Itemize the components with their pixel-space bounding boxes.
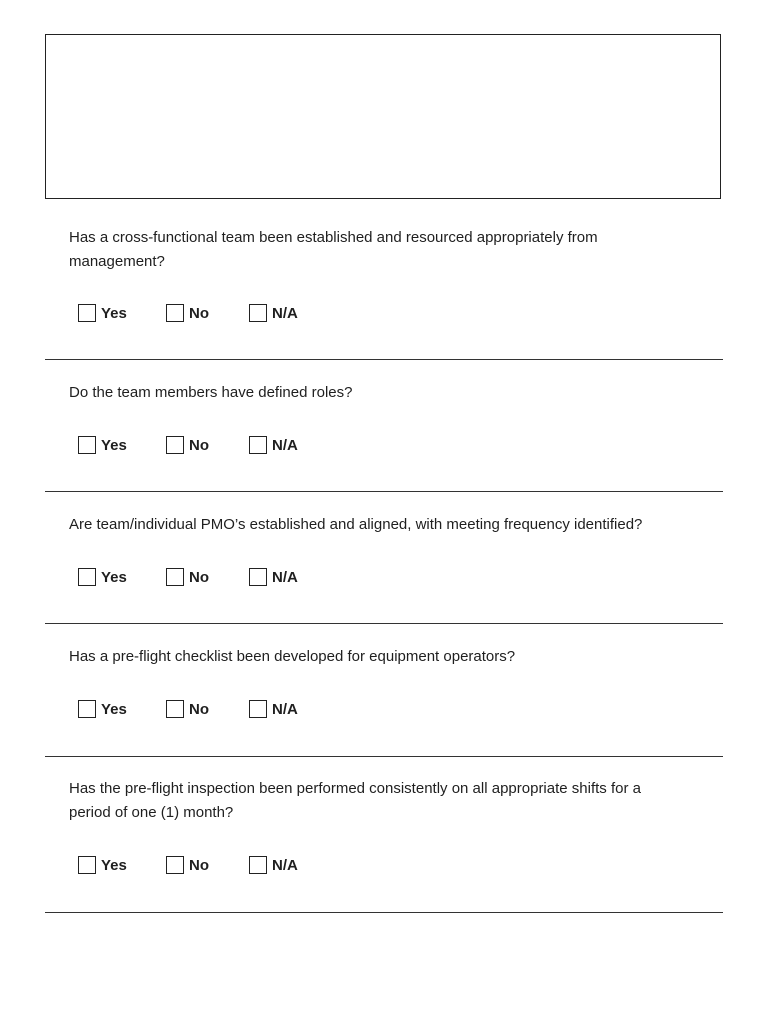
answer-options (78, 436, 309, 454)
question-section-5 (45, 757, 723, 913)
checkbox-icon[interactable] (166, 700, 184, 718)
option-label: No (189, 304, 209, 322)
checkbox-icon[interactable] (78, 436, 96, 454)
option-yes[interactable] (78, 436, 166, 454)
option-no[interactable] (166, 700, 249, 718)
checkbox-icon[interactable] (249, 568, 267, 586)
checkbox-icon[interactable] (249, 856, 267, 874)
option-label: Yes (101, 436, 127, 454)
answer-options (78, 856, 309, 874)
option-na[interactable] (249, 436, 309, 454)
option-label: No (189, 700, 209, 718)
question-section-1 (45, 200, 723, 360)
question-section-2 (45, 360, 723, 492)
checkbox-icon[interactable] (78, 700, 96, 718)
option-na[interactable] (249, 568, 309, 586)
checkbox-icon[interactable] (78, 304, 96, 322)
checkbox-icon[interactable] (249, 304, 267, 322)
option-label: N/A (272, 856, 298, 874)
answer-options (78, 700, 309, 718)
checkbox-icon[interactable] (166, 304, 184, 322)
question-text: Are team/individual PMO’s established and aligned, with meeting frequency identified? (69, 516, 643, 533)
option-no[interactable] (166, 436, 249, 454)
option-no[interactable] (166, 568, 249, 586)
option-na[interactable] (249, 700, 309, 718)
option-label: No (189, 436, 209, 454)
checkbox-icon[interactable] (249, 436, 267, 454)
option-label: Yes (101, 568, 127, 586)
checkbox-icon[interactable] (166, 568, 184, 586)
option-na[interactable] (249, 304, 309, 322)
checkbox-icon[interactable] (78, 568, 96, 586)
option-yes[interactable] (78, 700, 166, 718)
question-section-3 (45, 492, 723, 624)
option-yes[interactable] (78, 568, 166, 586)
checkbox-icon[interactable] (249, 700, 267, 718)
question-section-4 (45, 624, 723, 757)
option-na[interactable] (249, 856, 309, 874)
checkbox-icon[interactable] (78, 856, 96, 874)
question-text: Has a pre-flight checklist been developed for equipment operators? (69, 648, 516, 665)
option-label: Yes (101, 700, 127, 718)
question-text: Do the team members have defined roles? (69, 384, 353, 401)
option-no[interactable] (166, 856, 249, 874)
option-yes[interactable] (78, 304, 166, 322)
option-no[interactable] (166, 304, 249, 322)
notes-text-area[interactable] (45, 34, 721, 199)
answer-options (78, 304, 309, 322)
option-label: Yes (101, 856, 127, 874)
option-yes[interactable] (78, 856, 166, 874)
question-text: Has the pre-flight inspection been performed consistently on all appropriate shifts for a period of one (1) month? (69, 780, 641, 821)
checkbox-icon[interactable] (166, 436, 184, 454)
option-label: N/A (272, 304, 298, 322)
question-text: Has a cross-functional team been established and resourced appropriately from management? (69, 229, 598, 270)
option-label: N/A (272, 568, 298, 586)
option-label: Yes (101, 304, 127, 322)
option-label: No (189, 568, 209, 586)
answer-options (78, 568, 309, 586)
option-label: No (189, 856, 209, 874)
option-label: N/A (272, 700, 298, 718)
question-list (45, 200, 723, 913)
option-label: N/A (272, 436, 298, 454)
checkbox-icon[interactable] (166, 856, 184, 874)
